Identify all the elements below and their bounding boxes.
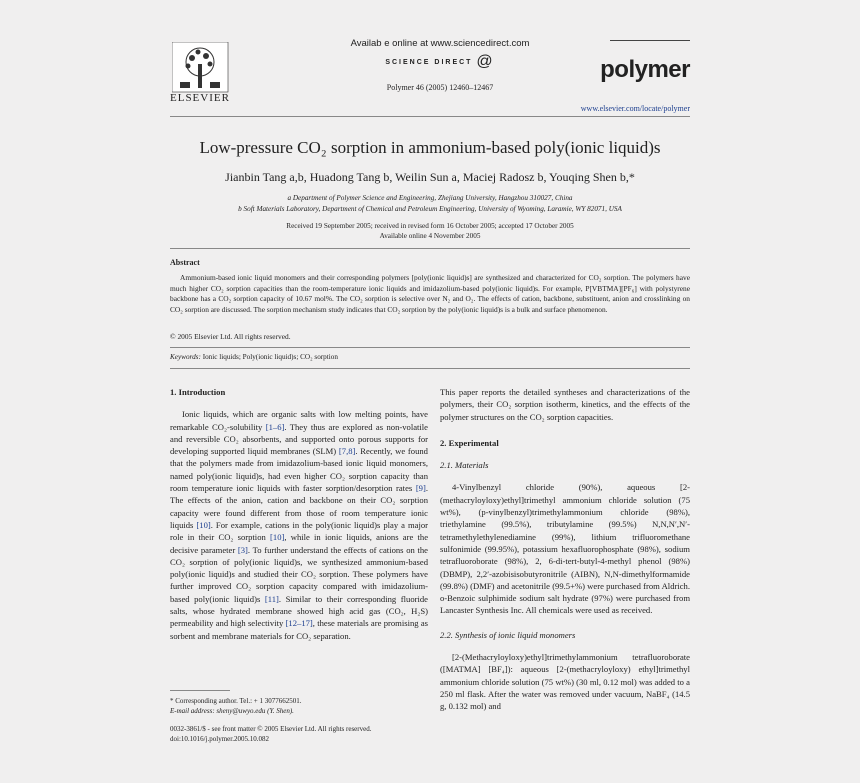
abstract-text: Ammonium-based ionic liquid monomers and their corresponding polymers [poly(ionic liquid)s] are synthesized and characterized for CO₂ sorption. The polymers have much higher CO₂ sorption capacities than the room-temperature ionic liquids and imidazolium-based poly(ionic liquid)s. For example, P[VBTMA][PF₆] with polystyrene backbone has a CO₂ sorption capacity of 10.67 mol%. The CO₂ sorption is selective over N₂ and O₂. The effects of cation, backbone, substituent, anion and crosslinking on CO₂ sorption are discussed. The sorption mechanism study indicates that CO₂ sorption by the poly(ionic liquid)s is a bulk and surface phenomenon.	[170, 273, 690, 314]
article-page	[150, 20, 710, 783]
journal-header	[330, 38, 550, 92]
affiliations	[150, 193, 710, 215]
received-dates: Received 19 September 2005; received in revised form 16 October 2005; accepted 17 October 2005	[286, 222, 574, 230]
intro-text: . Recently, we found that the polymers made from imidazolium-based ionic liquid monomers, named poly(ionic liquid)s, had even higher CO₂ sorption capacity than room temperature ionic liquids with faster sorption/desorption rates	[170, 446, 428, 494]
introduction-paragraph	[170, 408, 428, 642]
intro-text: . They thus are explored as non-volatile and reversible CO₂ absorbents, and supported onto porous supports for developing supported liquid membranes (SLM)	[170, 421, 429, 457]
issn-block	[170, 724, 371, 744]
synthesis-paragraph: [2-(Methacryloyloxy)ethyl]trimethylammonium tetrafluoroborate ([MATMA] [BF₄]): aqueous [2-(methacryloyloxy) ethyl]trimethyl ammonium chloride solution (75 wt%) (30 ml, 0.12 mol) was added to a 250 ml flask. After the water was removed under vacuum, NaBF₄ (14.5 g, 0.132 mol) and	[440, 652, 690, 712]
citation-link[interactable]: [3]	[237, 544, 248, 555]
intro-text: . To further understand the effects of cations on the CO₂ sorption of poly(ionic liquid)s, we synthesized ammonium-based poly(ionic liquid)s and studied their CO₂ sorption. These polymers have further improved CO₂ sorption capacity compared with imidazolium-based poly(ionic liquid)s	[170, 544, 428, 604]
materials-paragraph: 4-Vinylbenzyl chloride (90%), aqueous [2-(methacryloyloxy)ethyl]trimethyl ammonium chloride solution (75 wt%), (p-vinylbenzyl)trimethylammonium chloride (98%), triethylamine (99.5%), tributylamine (99.5%) N,N,N′,N′-tetramethylethylenediamine (99%), lithium trifluoromethane sulfonimide (99.95%), potassium hexafluorophosphate (98%), sodium tetrafluoroborate (98%), 2, 6-di-tert-butyl-4-methyl phenol (98%) (DBMP), 2,2′-azobisisobutyronitrile (AIBN), N,N-dimethylformamide (99.8%) (DMF) and acetonitrile (99.5+%) were purchased from Aldrich. o-Benzoic sulphimide sodium salt hydrate (97%) were purchased from Lancaster Synthesis Inc. All chemicals were used as received.	[440, 482, 690, 616]
footnote-divider	[170, 690, 230, 691]
keywords-top-divider	[170, 347, 690, 348]
copyright-line: © 2005 Elsevier Ltd. All rights reserved.	[170, 332, 291, 341]
at-icon: @	[476, 53, 495, 70]
doi-line[interactable]: doi:10.1016/j.polymer.2005.10.082	[170, 735, 269, 743]
intro-text: . Similar to their corresponding fluoride salts, whose hydrated membrane showed high acid gas (CO₂, H₂S) permeability and high selectivity	[170, 593, 428, 629]
intro-text: , while in ionic liquids, anions are the decisive parameter	[170, 532, 429, 555]
email-note: E-mail address: sheny@uwyo.edu (Y. Shen).	[170, 707, 294, 715]
intro-text: , these materials are promising as sorbent and membrane materials for CO₂ separation.	[170, 618, 428, 641]
header-divider	[170, 116, 690, 117]
abstract-top-divider	[170, 248, 690, 249]
materials-heading: 2.1. Materials	[440, 460, 489, 471]
experimental-heading: 2. Experimental	[440, 437, 499, 448]
scope-paragraph: This paper reports the detailed syntheses and characterizations of the polymers, their CO₂ sorption isotherm, kinetics, and the effects of the polymer structures on the CO₂ sorption capacities.	[440, 387, 690, 422]
author-list: Jianbin Tang a,b, Huadong Tang b, Weilin Sun a, Maciej Radosz b, Youqing Shen b,*	[225, 170, 635, 184]
right-column	[440, 386, 690, 713]
brand-divider	[610, 40, 690, 41]
sciencedirect-logo	[330, 53, 550, 71]
issn-line: 0032-3861/$ - see front matter © 2005 Elsevier Ltd. All rights reserved.	[170, 725, 372, 733]
publisher-name: ELSEVIER	[170, 92, 230, 104]
citation-link[interactable]: [10]	[196, 519, 211, 530]
citation-link[interactable]: [9]	[415, 483, 426, 494]
citation-link[interactable]: [10]	[270, 532, 285, 543]
online-date: Available online 4 November 2005	[379, 232, 481, 240]
citation-link[interactable]: [12–17]	[285, 618, 313, 629]
journal-url-link[interactable]: www.elsevier.com/locate/polymer	[580, 104, 690, 113]
left-column	[170, 386, 428, 642]
availability-line: Availab e online at www.sciencedirect.com	[350, 38, 530, 49]
abstract-heading: Abstract	[170, 258, 200, 267]
citation-link[interactable]: [1–6]	[265, 421, 285, 432]
body-top-divider	[170, 368, 690, 369]
introduction-heading: 1. Introduction	[170, 387, 226, 397]
journal-reference: Polymer 46 (2005) 12460–12467	[386, 83, 494, 92]
elsevier-tree-logo	[172, 42, 232, 124]
keywords-list: Ionic liquids; Poly(ionic liquid)s; CO₂ sorption	[202, 353, 338, 361]
intro-text: . The effects of the anion, cation and backbone on their CO₂ sorption capacity were found different from those of room temperature ionic liquids	[170, 483, 428, 530]
affiliation-b: b Soft Materials Laboratory, Department of Chemical and Petroleum Engineering, University of Wyoming, Laramie, WY 82071, USA	[238, 205, 622, 213]
intro-text: . For example, cations in the poly(ionic liquid)s play a major role in their CO₂ sorption	[170, 519, 429, 543]
journal-brand: polymer	[600, 56, 690, 83]
corresponding-author-note: * Corresponding author. Tel.: + 1 3077662501.	[170, 697, 302, 705]
affiliation-a: a Department of Polymer Science and Engineering, Zhejiang University, Hangzhou 310027, China	[287, 194, 573, 202]
synthesis-heading: 2.2. Synthesis of ionic liquid monomers	[440, 629, 576, 640]
article-title: Low-pressure CO₂ sorption in ammonium-based poly(ionic liquid)s	[199, 138, 661, 157]
keywords-line	[170, 353, 338, 361]
footnotes	[170, 696, 301, 716]
citation-link[interactable]: [11]	[264, 593, 279, 604]
article-dates	[150, 221, 710, 241]
citation-link[interactable]: [7,8]	[338, 446, 356, 457]
keywords-label: Keywords:	[170, 353, 201, 361]
sciencedirect-logo-text: SCIENCE DIRECT	[385, 58, 473, 66]
intro-text: Ionic liquids, which are organic salts with low melting points, have remarkable CO₂-solubility	[170, 409, 428, 432]
